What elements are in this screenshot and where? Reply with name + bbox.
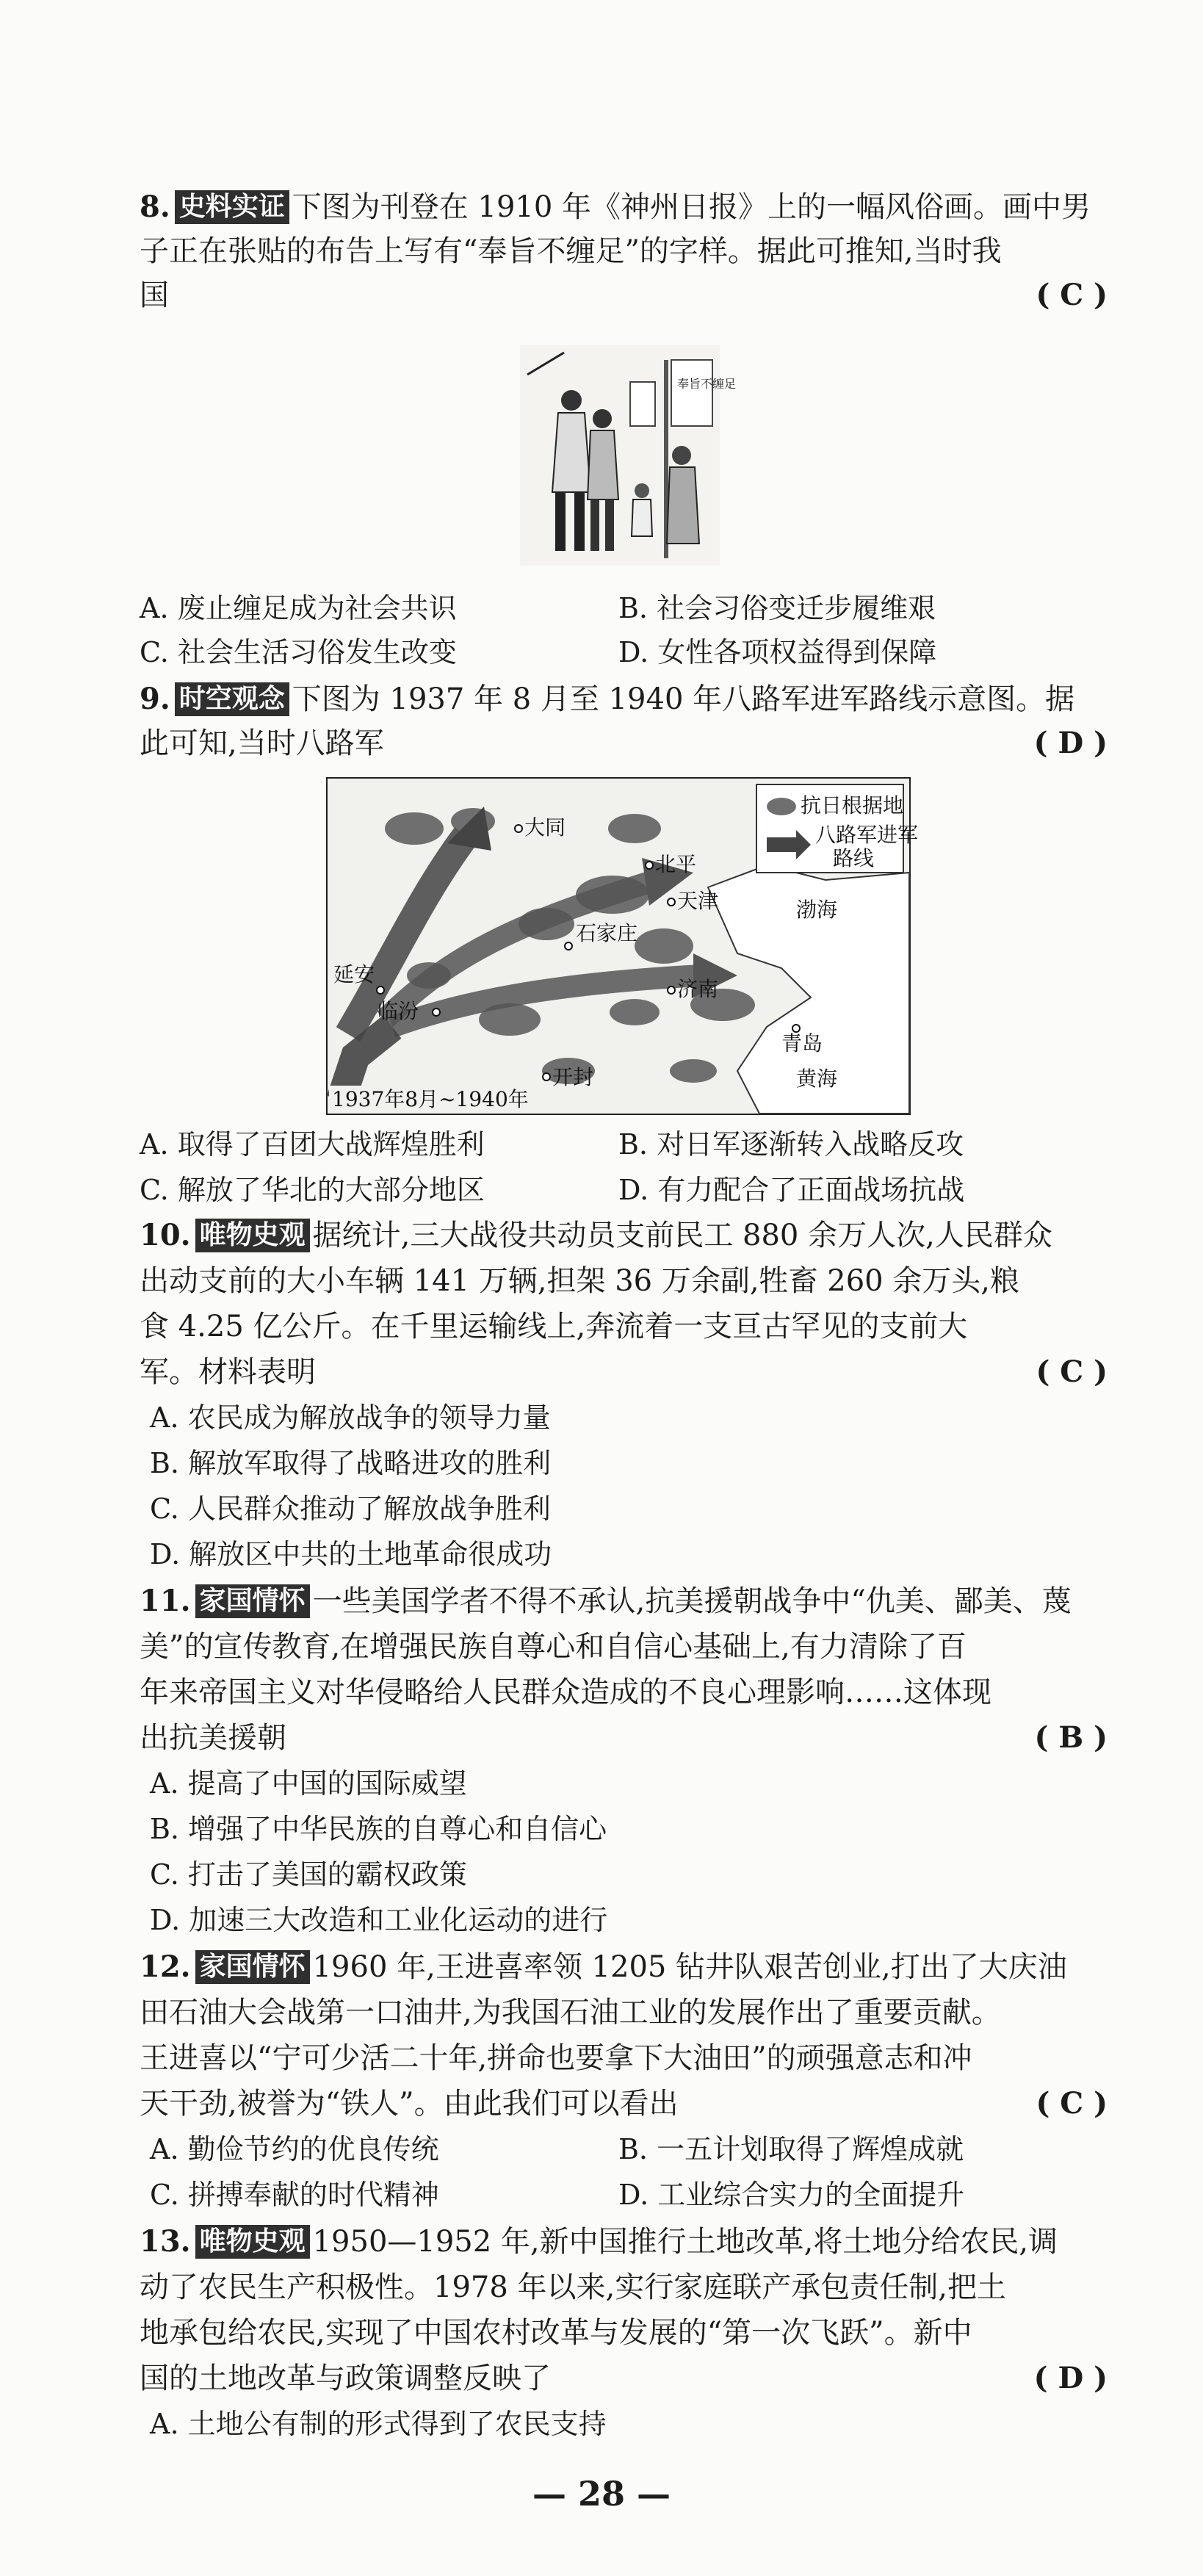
q11-line1 — [140, 1581, 1116, 1622]
city-jinan: 济南 — [677, 977, 719, 1001]
topic-tag: 史料实证 — [175, 190, 289, 224]
answer-mark: ( C ) — [1036, 1354, 1108, 1389]
q9-option-b: B. 对日军逐渐转入战略反攻 — [618, 1128, 964, 1161]
answer-mark: ( D ) — [1033, 2361, 1108, 2395]
q8-line3: 国 — [140, 278, 169, 312]
q8-option-a: A. 废止缠足成为社会共识 — [140, 592, 457, 624]
topic-tag: 唯物史观 — [195, 1219, 310, 1252]
q9-line2: 此可知,当时八路军 — [140, 726, 384, 760]
q10-line3: 食 4.25 亿公斤。在千里运输线上,奔流着一支亘古罕见的支前大 — [140, 1310, 968, 1343]
q12-line3: 王进喜以“宁可少活二十年,拼命也要拿下大油田”的顽强意志和冲 — [140, 2041, 972, 2075]
q11-line2: 美”的宣传教育,在增强民族自尊心和自信心基础上,有力清除了百 — [140, 1630, 967, 1664]
q13-line1 — [140, 2221, 1116, 2262]
question-text: 下图为 1937 年 8 月至 1940 年八路军进军路线示意图。据 — [292, 682, 1075, 716]
q9-option-a: A. 取得了百团大战辉煌胜利 — [140, 1128, 485, 1161]
answer-mark: ( C ) — [1036, 278, 1108, 312]
legend-base: 抗日根据地 — [801, 793, 904, 818]
poster-text: 奉旨不缠足 — [677, 377, 737, 391]
q9-map — [326, 777, 919, 1115]
q12-line2: 田石油大会战第一口油井,为我国石油工业的发展作出了重要贡献。 — [140, 1996, 1001, 2030]
topic-tag: 时空观念 — [175, 682, 289, 716]
q11-option-a: A. 提高了中国的国际威望 — [150, 1767, 467, 1800]
q12-option-b: B. 一五计划取得了辉煌成就 — [618, 2133, 964, 2165]
topic-tag: 家国情怀 — [195, 1584, 310, 1618]
q11-option-b: B. 增强了中华民族的自尊心和自信心 — [150, 1813, 607, 1845]
sea-huanghai: 黄海 — [796, 1067, 838, 1091]
q12-option-c: C. 拼搏奉献的时代精神 — [150, 2179, 439, 2211]
q9-option-c: C. 解放了华北的大部分地区 — [140, 1174, 485, 1206]
q11-line4: 出抗美援朝 — [140, 1721, 286, 1755]
q13-line3: 地承包给农民,实现了中国农村改革与发展的“第一次飞跃”。新中 — [140, 2316, 972, 2350]
question-number: 13. — [140, 2224, 191, 2259]
q12-line1 — [140, 1947, 1116, 1988]
question-text: 1960 年,王进喜率领 1205 钻井队艰苦创业,打出了大庆油 — [312, 1950, 1067, 1984]
q11-option-d: D. 加速三大改造和工业化运动的进行 — [150, 1904, 608, 1936]
q10-line2: 出动支前的大小车辆 141 万辆,担架 36 万余副,牲畜 260 余万头,粮 — [140, 1264, 1020, 1298]
legend-route-line1: 八路军进军 — [815, 823, 919, 847]
q12-option-d: D. 工业综合实力的全面提升 — [618, 2179, 965, 2211]
q9-option-d: D. 有力配合了正面战场抗战 — [618, 1174, 965, 1206]
question-number: 10. — [140, 1218, 191, 1252]
topic-tag: 唯物史观 — [195, 2225, 310, 2259]
question-text: 据统计,三大战役共动员支前民工 880 余万人次,人民群众 — [312, 1219, 1052, 1252]
city-linfen: 临汾 — [377, 999, 419, 1023]
q10-line1 — [140, 1215, 1116, 1256]
q8-option-b: B. 社会习俗变迁步履维艰 — [618, 592, 936, 624]
sea-bohai: 渤海 — [796, 898, 838, 922]
answer-mark: ( D ) — [1033, 726, 1108, 760]
q8-option-d: D. 女性各项权益得到保障 — [618, 636, 937, 668]
q8-line2: 子正在张贴的布告上写有“奉旨不缠足”的字样。据此可推知,当时我 — [140, 234, 1002, 268]
legend-route-line2: 路线 — [833, 846, 875, 870]
question-text: 一些美国学者不得不承认,抗美援朝战争中“仇美、鄙美、蔑 — [312, 1584, 1072, 1618]
city-datong: 大同 — [524, 815, 566, 840]
q8-illustration — [520, 345, 737, 566]
map-date: 1937年8月~1940年 — [332, 1087, 529, 1111]
city-kaifeng: 开封 — [552, 1065, 594, 1089]
question-number: 11. — [140, 1584, 191, 1618]
q10-option-b: B. 解放军取得了战略进攻的胜利 — [150, 1447, 552, 1479]
q9-line1 — [140, 679, 1116, 720]
topic-tag: 家国情怀 — [195, 1950, 310, 1984]
question-number: 9. — [140, 682, 170, 716]
answer-mark: ( C ) — [1036, 2086, 1108, 2121]
q12-option-a: A. 勤俭节约的优良传统 — [150, 2133, 439, 2165]
city-qingdao: 青岛 — [781, 1031, 823, 1056]
q13-line2: 动了农民生产积极性。1978 年以来,实行家庭联产承包责任制,把土 — [140, 2270, 1006, 2304]
question-number: 8. — [140, 190, 170, 224]
q10-option-d: D. 解放区中共的土地革命很成功 — [150, 1538, 552, 1570]
question-text: 下图为刊登在 1910 年《神州日报》上的一幅风俗画。画中男 — [292, 190, 1091, 224]
city-yanan: 延安 — [333, 962, 375, 986]
answer-mark: ( B ) — [1034, 1720, 1108, 1755]
city-tianjin: 天津 — [677, 889, 719, 913]
q8-option-c: C. 社会生活习俗发生改变 — [140, 636, 457, 668]
page-number: — 28 — — [532, 2474, 671, 2514]
q11-option-c: C. 打击了美国的霸权政策 — [150, 1858, 467, 1891]
q10-line4: 军。材料表明 — [140, 1355, 316, 1389]
question-number: 12. — [140, 1949, 191, 1984]
q13-option-a: A. 土地公有制的形式得到了农民支持 — [150, 2408, 607, 2440]
q11-line3: 年来帝国主义对华侵略给人民群众造成的不良心理影响……这体现 — [140, 1675, 991, 1709]
question-text: 1950—1952 年,新中国推行土地改革,将土地分给农民,调 — [312, 2225, 1058, 2259]
q10-option-c: C. 人民群众推动了解放战争胜利 — [150, 1493, 551, 1525]
city-shijiazhuang: 石家庄 — [576, 921, 638, 945]
city-beiping: 北平 — [655, 852, 697, 876]
q10-option-a: A. 农民成为解放战争的领导力量 — [150, 1401, 551, 1434]
q12-line4: 天干劲,被誉为“铁人”。由此我们可以看出 — [140, 2087, 679, 2121]
q13-line4: 国的土地改革与政策调整反映了 — [140, 2362, 551, 2395]
q8-line1 — [140, 187, 1116, 228]
